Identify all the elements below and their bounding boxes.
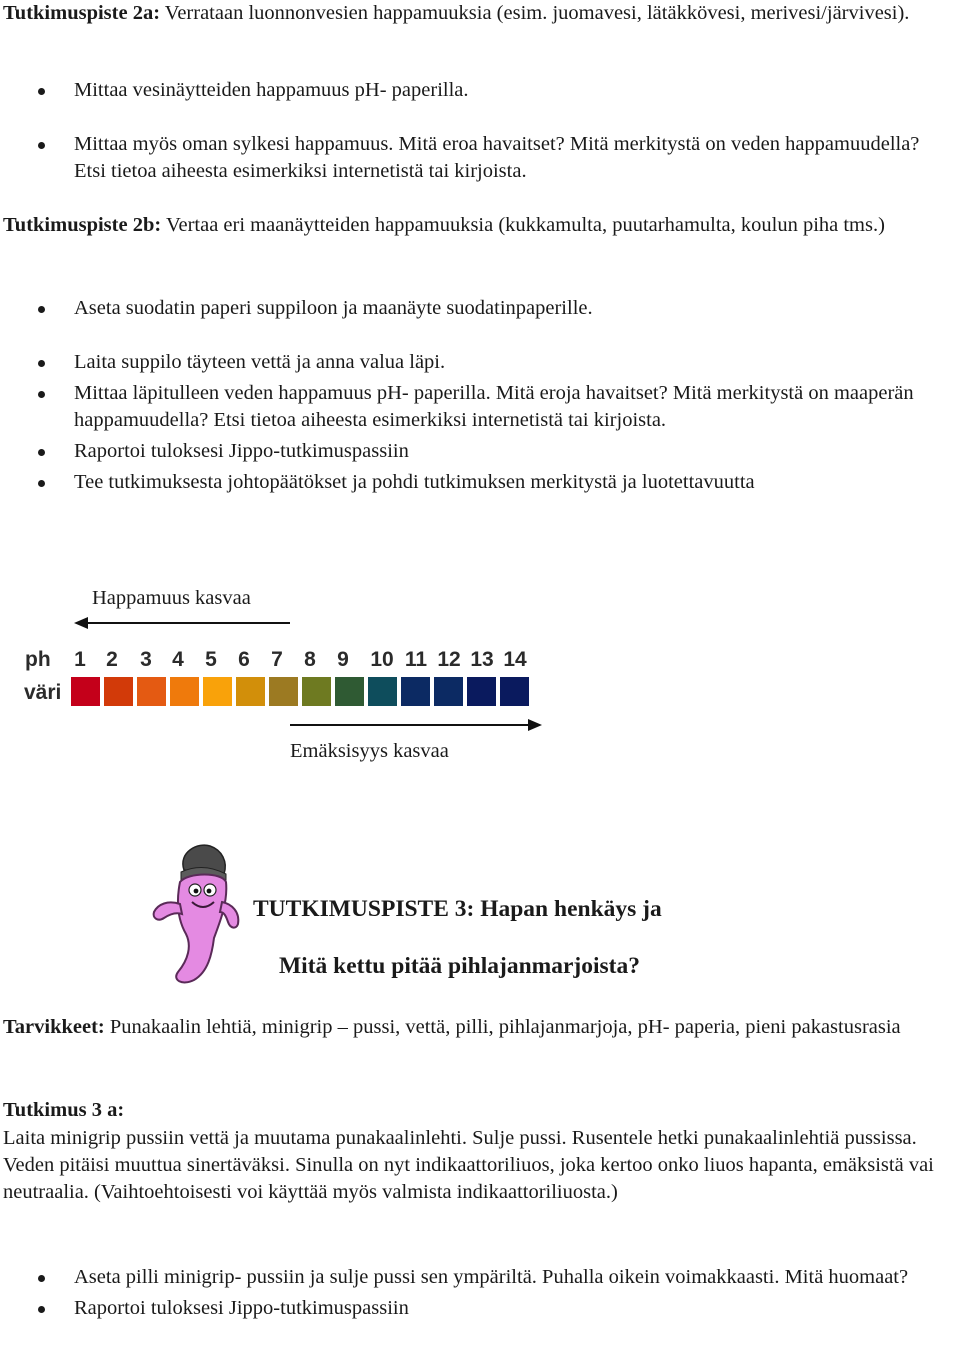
ph-number: 10 [370, 648, 394, 671]
list-item: Tee tutkimuksesta johtopäätökset ja pohdi tutkimuksen merkitystä ja luotettavuutta [0, 469, 960, 496]
ph-number: 14 [503, 648, 527, 671]
ph-color-swatch [203, 677, 232, 706]
list-item: Mittaa vesinäytteiden happamuus pH- paperilla. [0, 77, 960, 104]
ph-color-swatch [104, 677, 133, 706]
ph-number: 9 [337, 648, 349, 671]
section-2a-label: Tutkimuspiste 2a: [3, 2, 161, 24]
section-2a-list [0, 77, 960, 185]
base-label: Emäksisyys kasvaa [290, 740, 449, 762]
section-3-subtitle: Mitä kettu pitää pihlajanmarjoista? [279, 953, 640, 979]
list-item: Mittaa myös oman sylkesi happamuus. Mitä eroa havaitset? Mitä merkitystä on veden happamuudella? Etsi tietoa aiheesta esimerkiksi internetistä tai kirjoista. [0, 131, 960, 185]
ph-number: 3 [140, 648, 152, 671]
list-item: Aseta pilli minigrip- pussiin ja sulje pussi sen ympäriltä. Puhalla oikein voimakkaasti. Mitä huomaat? [0, 1264, 960, 1291]
acid-arrow-line [86, 622, 290, 624]
study-3a-text: Laita minigrip pussiin vettä ja muutama punakaalinlehti. Sulje pussi. Rusentele hetki punakaalinlehtiä pussissa. Veden pitäisi muuttua sinertäväksi. Sinulla on nyt indikaattoriliuos, joka kertoo onko liuos hapanta, emäksistä vai neutraalia. (Vaihtoehtoisesti voi käyttää myös valmista indikaattoriliuosta.) [3, 1127, 934, 1203]
ph-number: 1 [74, 648, 86, 671]
base-arrow-head-icon [528, 717, 542, 733]
ph-number: 6 [238, 648, 250, 671]
section-2b-list [0, 295, 960, 496]
section-2b-label: Tutkimuspiste 2b: [3, 214, 162, 236]
ph-number: 8 [304, 648, 316, 671]
list-item: Raportoi tuloksesi Jippo-tutkimuspassiin [0, 438, 960, 465]
section-2a-text: Verrataan luonnonvesien happamuuksia (esim. juomavesi, lätäkkövesi, merivesi/järvivesi). [160, 2, 910, 24]
base-arrow-line [290, 724, 530, 726]
acid-label: Happamuus kasvaa [92, 587, 251, 609]
study-3a-label: Tutkimus 3 a: [3, 1099, 125, 1121]
list-item: Laita suppilo täyteen vettä ja anna valua läpi. [0, 349, 960, 376]
section-2b-intro [3, 212, 953, 239]
ph-color-swatch [137, 677, 166, 706]
ph-number: 5 [205, 648, 217, 671]
section-2a-intro [3, 0, 953, 27]
ph-color-swatch [302, 677, 331, 706]
mascot-illustration [148, 842, 246, 992]
ph-number: 4 [172, 648, 184, 671]
ph-color-swatch [236, 677, 265, 706]
ph-color-swatch [71, 677, 100, 706]
ph-color-swatch [500, 677, 529, 706]
ph-number: 11 [404, 648, 428, 671]
section-2b-text: Vertaa eri maanäytteiden happamuuksia (kukkamulta, puutarhamulta, koulun piha tms.) [161, 214, 885, 236]
list-item: Aseta suodatin paperi suppiloon ja maanäyte suodatinpaperille. [0, 295, 960, 322]
ph-number: 12 [437, 648, 461, 671]
section-3-title: TUTKIMUSPISTE 3: Hapan henkäys ja [253, 896, 662, 922]
ph-color-swatch [467, 677, 496, 706]
ph-color-swatch [368, 677, 397, 706]
ph-color-swatch [434, 677, 463, 706]
list-item: Raportoi tuloksesi Jippo-tutkimuspassiin [0, 1295, 960, 1322]
supplies-label: Tarvikkeet: [3, 1016, 105, 1038]
acid-arrow-head-icon [74, 615, 88, 631]
ph-color-swatch [269, 677, 298, 706]
color-label: väri [24, 681, 62, 704]
ph-label: ph [25, 648, 51, 671]
section-3-list [0, 1264, 960, 1322]
ph-number: 2 [106, 648, 118, 671]
ph-color-swatch [170, 677, 199, 706]
supplies-text: Punakaalin lehtiä, minigrip – pussi, vettä, pilli, pihlajanmarjoja, pH- paperia, pieni pakastusrasia [104, 1016, 901, 1038]
ph-number: 13 [470, 648, 494, 671]
list-item: Mittaa läpitulleen veden happamuus pH- paperilla. Mitä eroja havaitset? Mitä merkitystä on maaperän happamuudella? Etsi tietoa aiheesta esimerkiksi internetistä tai kirjoista. [0, 380, 960, 434]
ph-color-swatch [335, 677, 364, 706]
ph-number: 7 [271, 648, 283, 671]
ph-color-swatch [401, 677, 430, 706]
supplies-paragraph [3, 1014, 953, 1041]
